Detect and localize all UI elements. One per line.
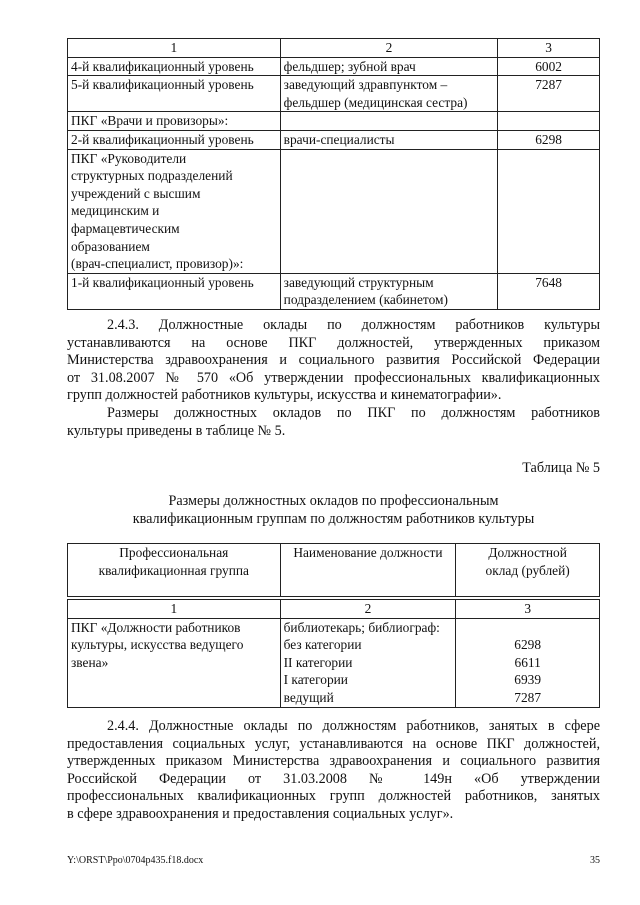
qualification-level: 1-й квалификационный уровень bbox=[68, 273, 281, 309]
position-line: ведущий bbox=[283, 689, 334, 705]
salary-value: 6298 bbox=[498, 130, 600, 149]
text-line: культуры приведены в таблице № 5. bbox=[67, 422, 286, 439]
salary-value: 7287 bbox=[514, 689, 542, 705]
table-row bbox=[68, 76, 600, 112]
paragraph-table5-reference bbox=[67, 405, 600, 440]
column-number: 3 bbox=[456, 600, 600, 619]
table-title bbox=[67, 492, 600, 528]
position-line: I категории bbox=[283, 672, 348, 688]
table-5-body bbox=[67, 599, 600, 708]
title-line: Размеры должностных окладов по профессиональным bbox=[168, 493, 499, 509]
group-line: культуры, искусства ведущего bbox=[71, 637, 244, 653]
position-line: библиотекарь; библиограф: bbox=[283, 619, 440, 635]
group-line: звена» bbox=[71, 654, 109, 670]
table-header-row bbox=[68, 544, 600, 597]
footer-file-path: Y:\ORST\Ppo\0704p435.f18.docx bbox=[67, 855, 204, 866]
text-line: устанавливаются на основе ПКГ должностей, утвержденных приказом bbox=[67, 334, 600, 351]
group-line: учреждений с высшим bbox=[71, 185, 201, 201]
group-line: ПКГ «Должности работников bbox=[71, 619, 241, 635]
table-caption: Таблица № 5 bbox=[522, 460, 600, 476]
salary-value: 6939 bbox=[514, 672, 542, 688]
salary-value: 6611 bbox=[514, 654, 541, 670]
text-line: предоставления социальных услуг, устанавливаются на основе ПКГ должностей, bbox=[67, 735, 600, 752]
position-line: заведующий структурным bbox=[283, 274, 434, 290]
text-line: в сфере здравоохранения и предоставления социальных услуг». bbox=[67, 805, 454, 822]
text-line: профессиональных квалификационных групп должностей работников, занятых bbox=[67, 788, 600, 805]
salary-value bbox=[459, 619, 596, 637]
table-4-continuation bbox=[67, 38, 600, 310]
table-row bbox=[68, 149, 600, 273]
salary-value: 6298 bbox=[514, 637, 542, 653]
header-line: квалификационная группа bbox=[98, 562, 250, 578]
salary-value bbox=[498, 112, 600, 131]
group-line: (врач-специалист, провизор)»: bbox=[71, 256, 244, 272]
column-header bbox=[456, 544, 600, 597]
paragraph-2-4-3 bbox=[67, 317, 600, 405]
header-line: Должностной bbox=[488, 545, 567, 560]
position-name bbox=[280, 112, 498, 131]
qualification-level: 4-й квалификационный уровень bbox=[68, 57, 281, 76]
position-line: без категории bbox=[283, 637, 362, 653]
position-line: подразделением (кабинетом) bbox=[283, 292, 448, 308]
column-number: 2 bbox=[280, 39, 498, 58]
text-line: Размеры должностных окладов по ПКГ по должностям работников bbox=[107, 405, 600, 421]
column-number: 1 bbox=[68, 600, 281, 619]
salary-list bbox=[456, 618, 600, 707]
salary-value: 6002 bbox=[498, 57, 600, 76]
group-line: ПКГ «Руководители bbox=[71, 150, 187, 166]
position-name bbox=[280, 76, 498, 112]
group-name: ПКГ «Врачи и провизоры»: bbox=[68, 112, 281, 131]
table-header-row bbox=[68, 39, 600, 58]
text-line: 2.4.4. Должностные оклады по должностям работников, занятых в сфере bbox=[107, 718, 600, 734]
group-line: фармацевтическим bbox=[71, 220, 180, 236]
salary-value bbox=[498, 149, 600, 273]
salary-value: 7287 bbox=[498, 76, 600, 112]
text-line: от 31.08.2007 № 570 «Об утверждении профессиональных квалификационных bbox=[67, 369, 600, 386]
paragraph-2-4-4 bbox=[67, 718, 600, 824]
group-line: структурных подразделений bbox=[71, 168, 233, 184]
column-number: 3 bbox=[498, 39, 600, 58]
group-line: образованием bbox=[71, 238, 150, 254]
position-name bbox=[280, 273, 498, 309]
text-line: 2.4.3. Должностные оклады по должностям работников культуры bbox=[107, 317, 600, 333]
table-row bbox=[68, 273, 600, 309]
column-number: 2 bbox=[280, 600, 456, 619]
column-header bbox=[68, 544, 281, 597]
position-line: фельдшер (медицинская сестра) bbox=[283, 94, 468, 110]
text-line: Министерства здравоохранения и социального развития Российской Федерации bbox=[67, 352, 600, 369]
table-row bbox=[68, 57, 600, 76]
text-line: Российской Федерации от 31.03.2008 № 149н «Об утверждении bbox=[67, 770, 600, 787]
header-line: Профессиональная bbox=[119, 545, 229, 560]
table-number-row bbox=[68, 600, 600, 619]
position-name: врачи-специалисты bbox=[280, 130, 498, 149]
column-header: Наименование должности bbox=[280, 544, 456, 597]
qualification-level: 5-й квалификационный уровень bbox=[68, 76, 281, 112]
table-row bbox=[68, 112, 600, 131]
column-number: 1 bbox=[68, 39, 281, 58]
page-number: 35 bbox=[590, 855, 600, 866]
header-line: оклад (рублей) bbox=[485, 562, 570, 578]
position-line: заведующий здравпунктом – bbox=[283, 77, 448, 93]
position-name bbox=[280, 149, 498, 273]
text-line: утвержденных приказом Министерства здравоохранения и социального развития bbox=[67, 753, 600, 770]
position-list bbox=[280, 618, 456, 707]
table-row bbox=[68, 130, 600, 149]
table-5-header bbox=[67, 543, 600, 597]
group-name bbox=[68, 618, 281, 707]
group-line: медицинским и bbox=[71, 203, 160, 219]
text-line: групп должностей работников культуры, искусства и кинематографии». bbox=[67, 387, 502, 404]
group-name bbox=[68, 149, 281, 273]
qualification-level: 2-й квалификационный уровень bbox=[68, 130, 281, 149]
salary-value: 7648 bbox=[498, 273, 600, 309]
table-row bbox=[68, 618, 600, 707]
position-line: II категории bbox=[283, 654, 353, 670]
position-name: фельдшер; зубной врач bbox=[280, 57, 498, 76]
title-line: квалификационным группам по должностям работников культуры bbox=[132, 511, 535, 527]
